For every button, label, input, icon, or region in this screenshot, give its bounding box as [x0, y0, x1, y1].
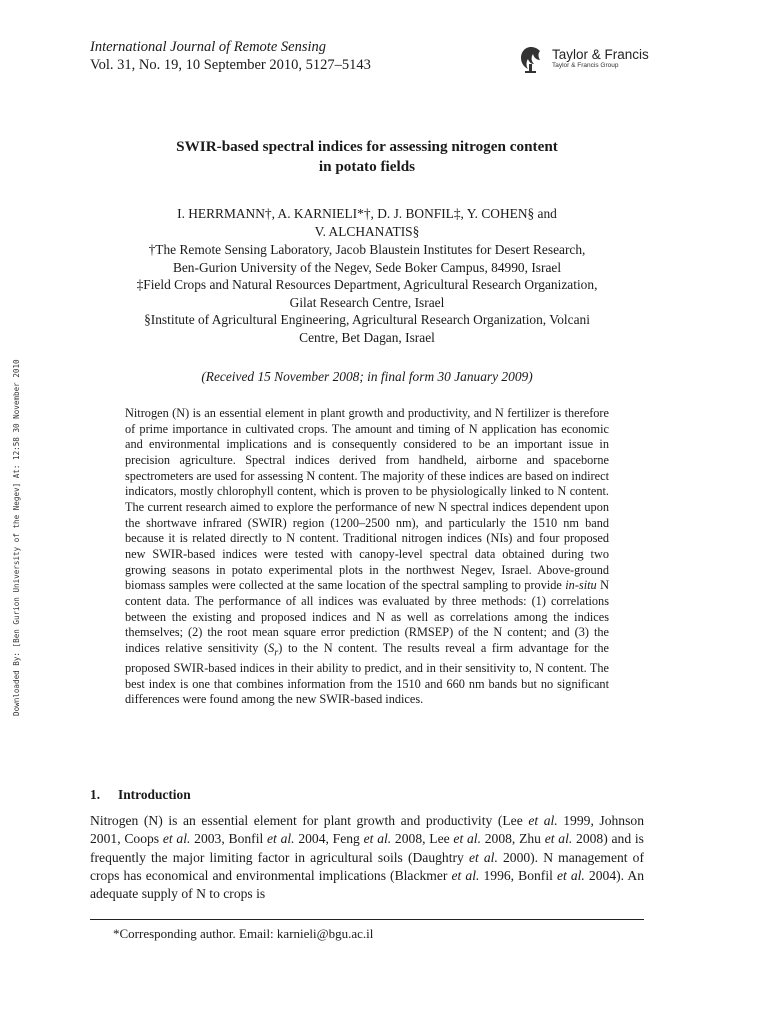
intro-part: 1999, Johnson 2001, Coops [90, 813, 644, 847]
intro-part: 2000). N management of crops has economical and environmental implications (Blackmer [90, 849, 645, 883]
authors-line-2: V. ALCHANATIS§ [314, 223, 420, 239]
taylor-francis-logo-icon [516, 44, 546, 74]
affiliation-line: §Institute of Agricultural Engineering, Agricultural Research Organization, Volcani [144, 312, 590, 328]
abstract-italic: S [268, 640, 275, 655]
abstract [125, 406, 609, 708]
received-dates: (Received 15 November 2008; in final form 30 January 2009) [201, 369, 533, 384]
abstract-text [125, 406, 609, 708]
authors-line-1: I. HERRMANN†, A. KARNIELI*†, D. J. BONFIL‡, Y. COHEN§ and [177, 206, 557, 221]
intro-italic: et al. [544, 831, 573, 847]
intro-italic: et al. [363, 831, 392, 847]
intro-italic: et al. [556, 867, 585, 883]
footnote-divider [90, 919, 644, 920]
intro-part: 2003, Bonfil [190, 831, 268, 847]
abstract-part: ) to the N content. The results reveal a firm advantage for the proposed SWIR-based indices in their ability to predict, and in their sensitivity to, N content. The best index is one that combines information from the 1510 and 660 nm bands but no significant differences were found among the new SWIR-based indices. [125, 640, 609, 707]
section-number: 1. [90, 787, 101, 802]
section-title: Introduction [118, 787, 191, 802]
intro-part: 2008, Zhu [480, 831, 545, 847]
intro-italic: et al. [453, 831, 481, 847]
intro-part: 2008, Lee [391, 831, 454, 847]
abstract-subscript: r [274, 647, 279, 659]
journal-name: International Journal of Remote Sensing [90, 39, 326, 55]
intro-part: 2008) and is frequently the major limiting factor in agricultural soils (Daughtry [90, 831, 644, 865]
intro-part: 2004). An adequate supply of N to crops is [90, 867, 644, 902]
paper-title [90, 137, 644, 177]
intro-italic: et al. [267, 831, 295, 847]
affiliation-line: Centre, Bet Dagan, Israel [299, 329, 435, 345]
abstract-part: Nitrogen (N) is an essential element in plant growth and productivity, and N fertilizer is therefore of prime importance in cultivated crops. The amount and timing of N application has economic and environmental implications and is consequently considered to be an important issue in precision agriculture. Spectral indices derived from handheld, airborne and spaceborne spectrometers are used for assessing N content. The majority of these indices are based on indirect indicators, mostly chlorophyll content, which is proven to be physiologically linked to N content. The current research aimed to explore the performance of new N spectral indices dependent upon the shortwave infrared (SWIR) region (1200–2500 nm), and particularly the 1510 nm band because it is related directly to N content. Traditional nitrogen indices (NIs) and four proposed new SWIR-based indices were tested with canopy-level spectral data obtained during two growing seasons in potato experimental plots in the northwest Negev, Israel. Above-ground biomass samples were collected at the same location of the spectral sampling to provide [125, 406, 609, 593]
intro-italic: et al. [162, 831, 191, 847]
author-list [90, 205, 644, 240]
affiliation-line: Ben-Gurion University of the Negev, Sede Boker Campus, 84990, Israel [172, 259, 562, 275]
intro-text [90, 812, 644, 903]
affiliation-line: Gilat Research Centre, Israel [289, 294, 445, 310]
abstract-italic: in-situ [565, 578, 597, 593]
corresponding-author-footnote: *Corresponding author. Email: karnieli@bgu.ac.il [113, 926, 374, 941]
intro-part: Nitrogen (N) is an essential element for plant growth and productivity (Lee [90, 813, 529, 828]
intro-italic: et al. [528, 813, 558, 828]
download-note: Downloaded By: [Ben Gurion University of the Negev] At: 12:58 30 November 2010 [12, 359, 21, 716]
publisher-logo [516, 44, 649, 74]
publisher-name: Taylor & Francis [552, 47, 649, 62]
journal-volume: Vol. 31, No. 19, 10 September 2010, 5127–5143 [90, 57, 371, 73]
affiliation-line: ‡Field Crops and Natural Resources Department, Agricultural Research Organization, [136, 277, 598, 293]
intro-italic: et al. [451, 867, 480, 883]
title-line-1: SWIR-based spectral indices for assessing nitrogen content [176, 138, 558, 155]
section-heading [90, 787, 191, 803]
intro-italic: et al. [468, 849, 498, 865]
intro-part: 2004, Feng [294, 831, 364, 847]
affiliation-line: †The Remote Sensing Laboratory, Jacob Blaustein Institutes for Desert Research, [148, 242, 586, 257]
intro-paragraph [90, 812, 644, 903]
affiliations [90, 241, 644, 347]
intro-part: 1996, Bonfil [479, 867, 557, 883]
abstract-part: N content data. The performance of all indices was evaluated by three methods: (1) correlations between the existing and proposed indices and N as well as correlations among the indices themselves; (2) the root mean square error prediction (RMSEP) of the N content; and (3) the indices relative sensitivity ( [125, 578, 609, 655]
publisher-group: Taylor & Francis Group [552, 62, 619, 69]
title-line-2: in potato fields [318, 158, 416, 175]
journal-header [90, 38, 371, 74]
